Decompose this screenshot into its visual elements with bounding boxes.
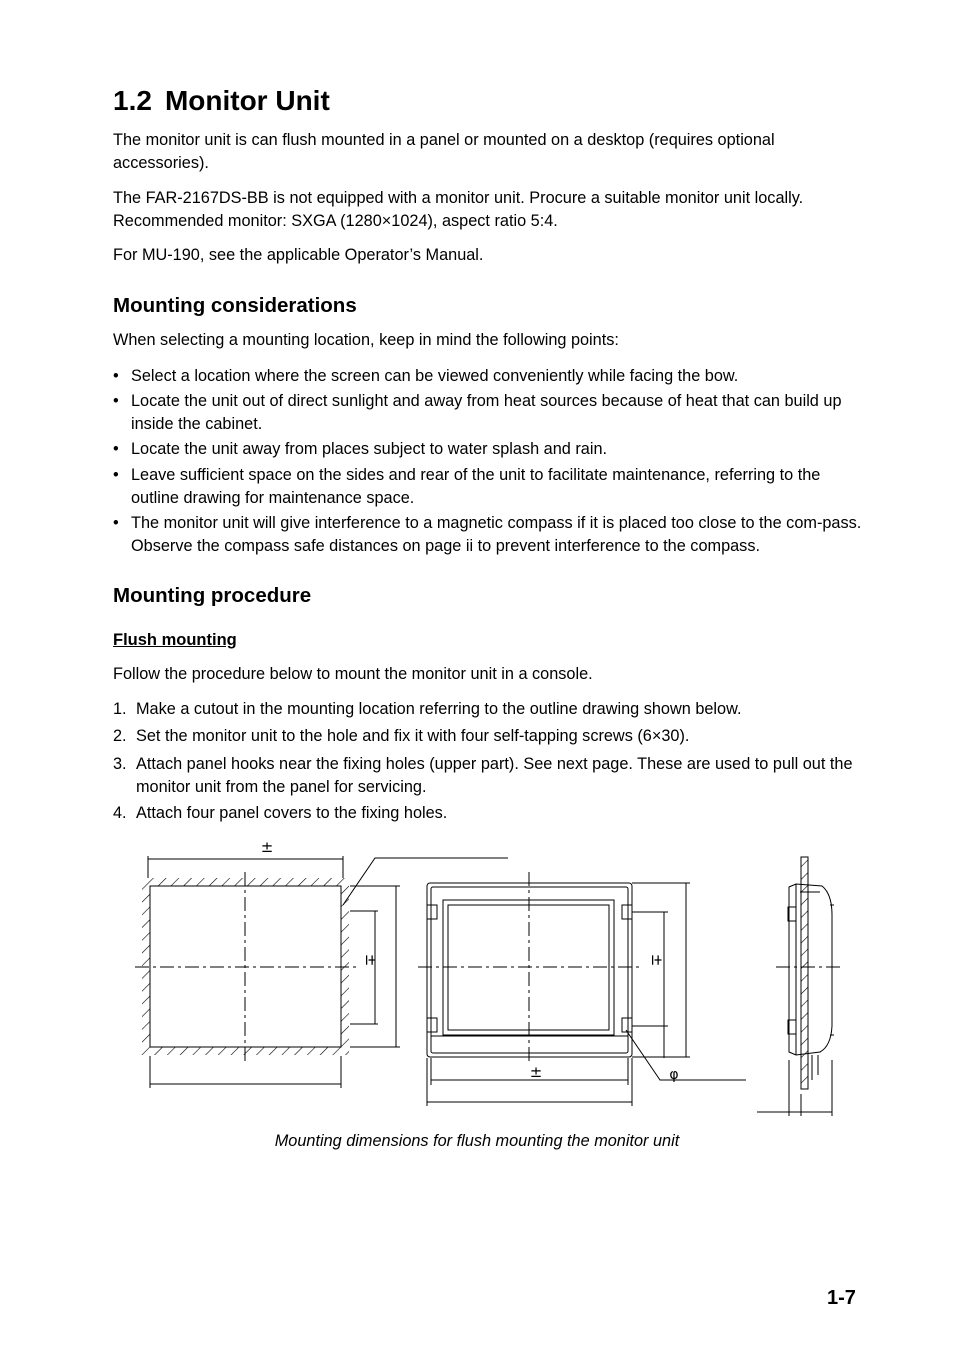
procedure-lead: Follow the procedure below to mount the monitor unit in a console. bbox=[113, 665, 593, 683]
considerations-heading: Mounting considerations bbox=[113, 294, 357, 317]
figure-caption: Mounting dimensions for flush mounting the monitor unit bbox=[274, 1132, 680, 1150]
list-item-text: Leave sufficient space on the sides and rear of the unit to facilitate maintenance, referring to the outline drawing for maintenance space. bbox=[131, 466, 821, 507]
bullet-marker: • bbox=[113, 367, 119, 385]
bullet-marker: • bbox=[113, 392, 119, 410]
tolerance-symbol-top: ± bbox=[260, 838, 274, 856]
step-number: 4. bbox=[113, 804, 127, 822]
step-text: Attach panel hooks near the fixing holes (upper part). See next page. These are used to pull out the monitor unit from the panel for servicing. bbox=[136, 755, 853, 796]
bullet-marker: • bbox=[113, 514, 119, 532]
diameter-symbol: φ bbox=[669, 1067, 679, 1083]
step-text: Set the monitor unit to the hole and fix it with four self-tapping screws (6×30). bbox=[136, 727, 690, 745]
step-number: 1. bbox=[113, 700, 127, 718]
list-item-text: Locate the unit out of direct sunlight and away from heat sources because of heat that can build up inside the cabinet. bbox=[131, 392, 842, 433]
step-number: 3. bbox=[113, 755, 127, 773]
list-item-text: The monitor unit will give interference to a magnetic compass if it is placed too close to the com-pass. Observe the compass safe distances on page ii to prevent interference to the compass. bbox=[131, 514, 862, 555]
bullet-marker: • bbox=[113, 440, 119, 458]
step-number: 2. bbox=[113, 727, 127, 745]
tolerance-symbol-right-rotated: ± bbox=[648, 953, 666, 967]
flush-mounting-subheading: Flush mounting bbox=[113, 631, 237, 649]
monitor-side-view bbox=[757, 857, 840, 1116]
step-text: Make a cutout in the mounting location referring to the outline drawing shown below. bbox=[136, 700, 742, 718]
list-item-text: Locate the unit away from places subject to water splash and rain. bbox=[131, 440, 608, 458]
page-number: 1-7 bbox=[827, 1287, 856, 1309]
bullet-marker: • bbox=[113, 466, 119, 484]
intro-paragraph-3: For MU-190, see the applicable Operator’s Manual. bbox=[113, 246, 484, 264]
step-text: Attach four panel covers to the fixing holes. bbox=[136, 804, 448, 822]
intro-paragraph-1: The monitor unit is can flush mounted in a panel or mounted on a desktop (requires optional accessories). bbox=[113, 131, 775, 172]
tolerance-symbol-left-rotated: ± bbox=[362, 953, 380, 967]
procedure-heading: Mounting procedure bbox=[113, 584, 312, 607]
considerations-lead: When selecting a mounting location, keep in mind the following points: bbox=[113, 331, 619, 349]
intro-paragraph-2: The FAR-2167DS-BB is not equipped with a monitor unit. Procure a suitable monitor unit locally. Recommended monitor: SXGA (1280×1024), aspect ratio 5:4. bbox=[113, 189, 804, 230]
monitor-front-view bbox=[418, 872, 746, 1106]
section-number: 1.2 bbox=[113, 85, 152, 116]
list-item-text: Select a location where the screen can be viewed conveniently while facing the bow. bbox=[131, 367, 739, 385]
tolerance-symbol-bottom: ± bbox=[529, 1063, 543, 1081]
section-title-text: Monitor Unit bbox=[164, 85, 330, 116]
